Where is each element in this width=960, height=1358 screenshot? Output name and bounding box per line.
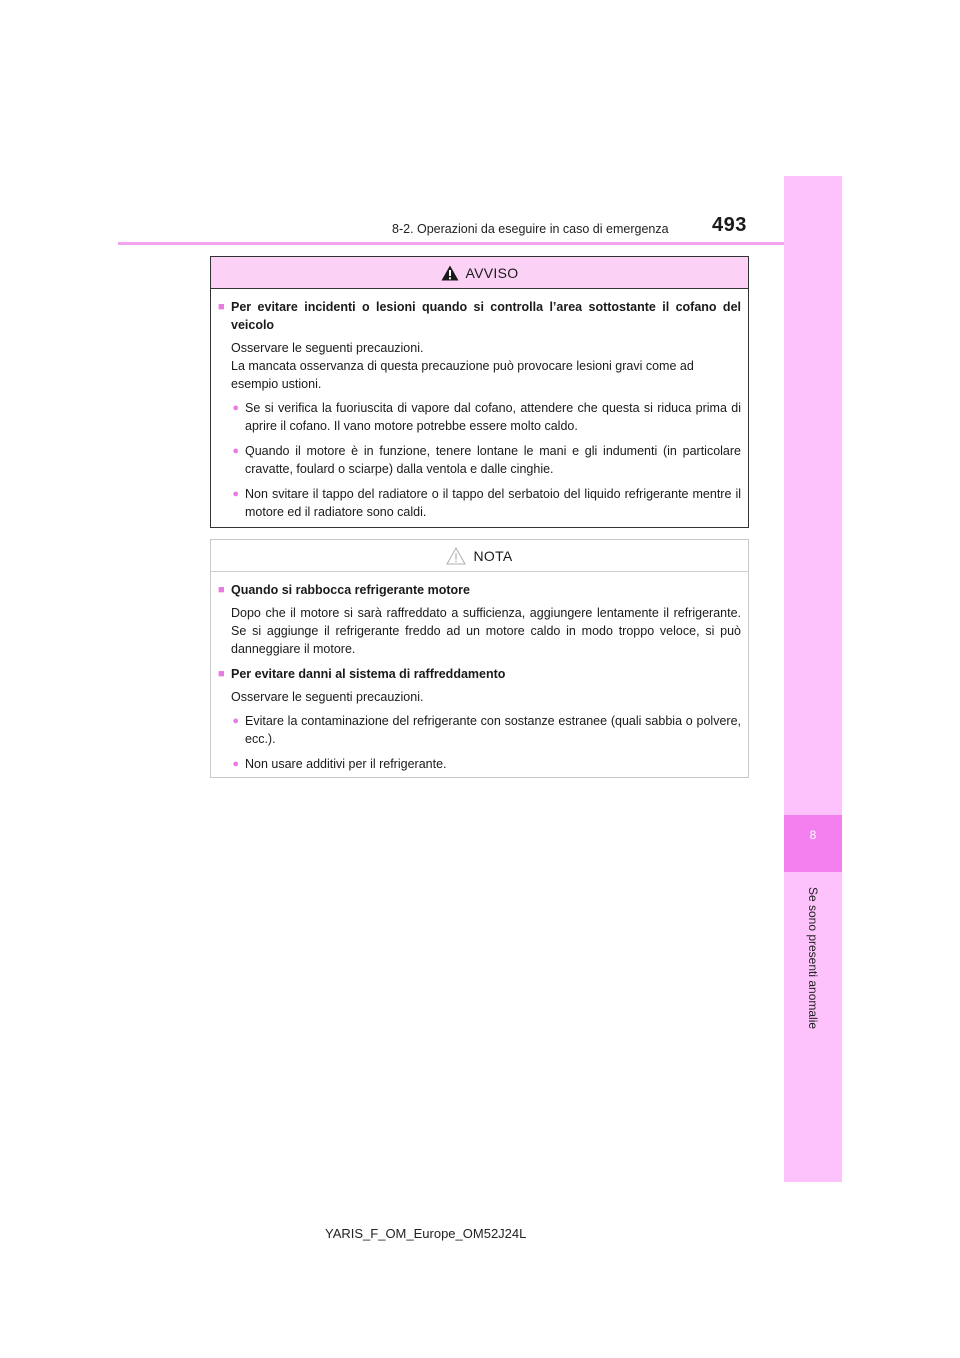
notice-bullet: [218, 712, 741, 748]
chapter-title: Se sono presenti anomalie: [806, 886, 820, 1030]
round-bullet-icon: ●: [232, 758, 239, 770]
notice-box-title: NOTA: [473, 547, 513, 564]
notice-box: [210, 539, 749, 778]
page-number: 493: [712, 214, 747, 236]
warning-bullet: [218, 399, 741, 435]
round-bullet-icon: ●: [232, 488, 239, 500]
notice-bullet: [218, 755, 741, 773]
section-title: 8-2. Operazioni da eseguire in caso di emergenza: [392, 222, 669, 236]
notice-item-heading-text: Quando si rabbocca refrigerante motore: [231, 583, 470, 597]
notice-paragraph: Osservare le seguenti precauzioni.: [231, 690, 424, 704]
notice-bullet-text: Evitare la contaminazione del refrigerante con sostanze estranee (quali sabbia o polvere, ecc.).: [245, 714, 741, 746]
warning-item-heading: [218, 298, 741, 334]
notice-box-header: [211, 540, 748, 572]
warning-bullet-text: Se si verifica la fuoriuscita di vapore dal cofano, attendere che questa si riduca prima di aprire il cofano. Il vano motore potrebbe essere molto caldo.: [245, 401, 741, 433]
warning-box-title: AVVISO: [465, 264, 519, 281]
warning-triangle-icon: [441, 265, 459, 281]
notice-item-heading: [218, 581, 741, 599]
chapter-side-tab-active: [784, 815, 842, 872]
round-bullet-icon: ●: [232, 445, 239, 457]
warning-bullet-text: Quando il motore è in funzione, tenere lontane le mani e gli indumenti (in particolare cravatte, foulard o sciarpe) dalla ventola e dalle cinghie.: [245, 444, 741, 476]
chapter-side-tab: [784, 176, 842, 1182]
notice-box-body: [211, 572, 748, 773]
warning-box: [210, 256, 749, 528]
round-bullet-icon: ●: [232, 402, 239, 414]
square-bullet-icon: ■: [218, 584, 225, 596]
notice-paragraph: Dopo che il motore si sarà raffreddato a sufficienza, aggiungere lentamente il refrigerante. Se si aggiunge il refrigerante freddo ad un motore caldo in modo troppo veloce, si può danneggiare il motore.: [231, 606, 741, 656]
chapter-number: 8: [809, 828, 817, 842]
warning-bullet: [218, 485, 741, 521]
warning-box-body: [211, 289, 748, 521]
warning-item-heading-text: Per evitare incidenti o lesioni quando si controlla l’area sottostante il cofano del veicolo: [231, 300, 741, 332]
footer-document-code: YARIS_F_OM_Europe_OM52J24L: [325, 1226, 527, 1241]
square-bullet-icon: ■: [218, 668, 225, 680]
warning-box-header: [211, 257, 748, 289]
warning-bullet: [218, 442, 741, 478]
caution-outline-triangle-icon: [446, 547, 466, 565]
warning-paragraph: La mancata osservanza di questa precauzione può provocare lesioni gravi come ad esempio ustioni.: [231, 359, 694, 391]
round-bullet-icon: ●: [232, 715, 239, 727]
header-rule: [118, 242, 784, 245]
notice-bullet-text: Non usare additivi per il refrigerante.: [245, 757, 447, 771]
notice-item-heading-text: Per evitare danni al sistema di raffreddamento: [231, 667, 506, 681]
notice-item-heading: [218, 665, 741, 683]
warning-paragraph: Osservare le seguenti precauzioni.: [231, 341, 424, 355]
square-bullet-icon: ■: [218, 301, 225, 313]
warning-bullet-text: Non svitare il tappo del radiatore o il tappo del serbatoio del liquido refrigerante mentre il motore ed il radiatore sono caldi.: [245, 487, 741, 519]
